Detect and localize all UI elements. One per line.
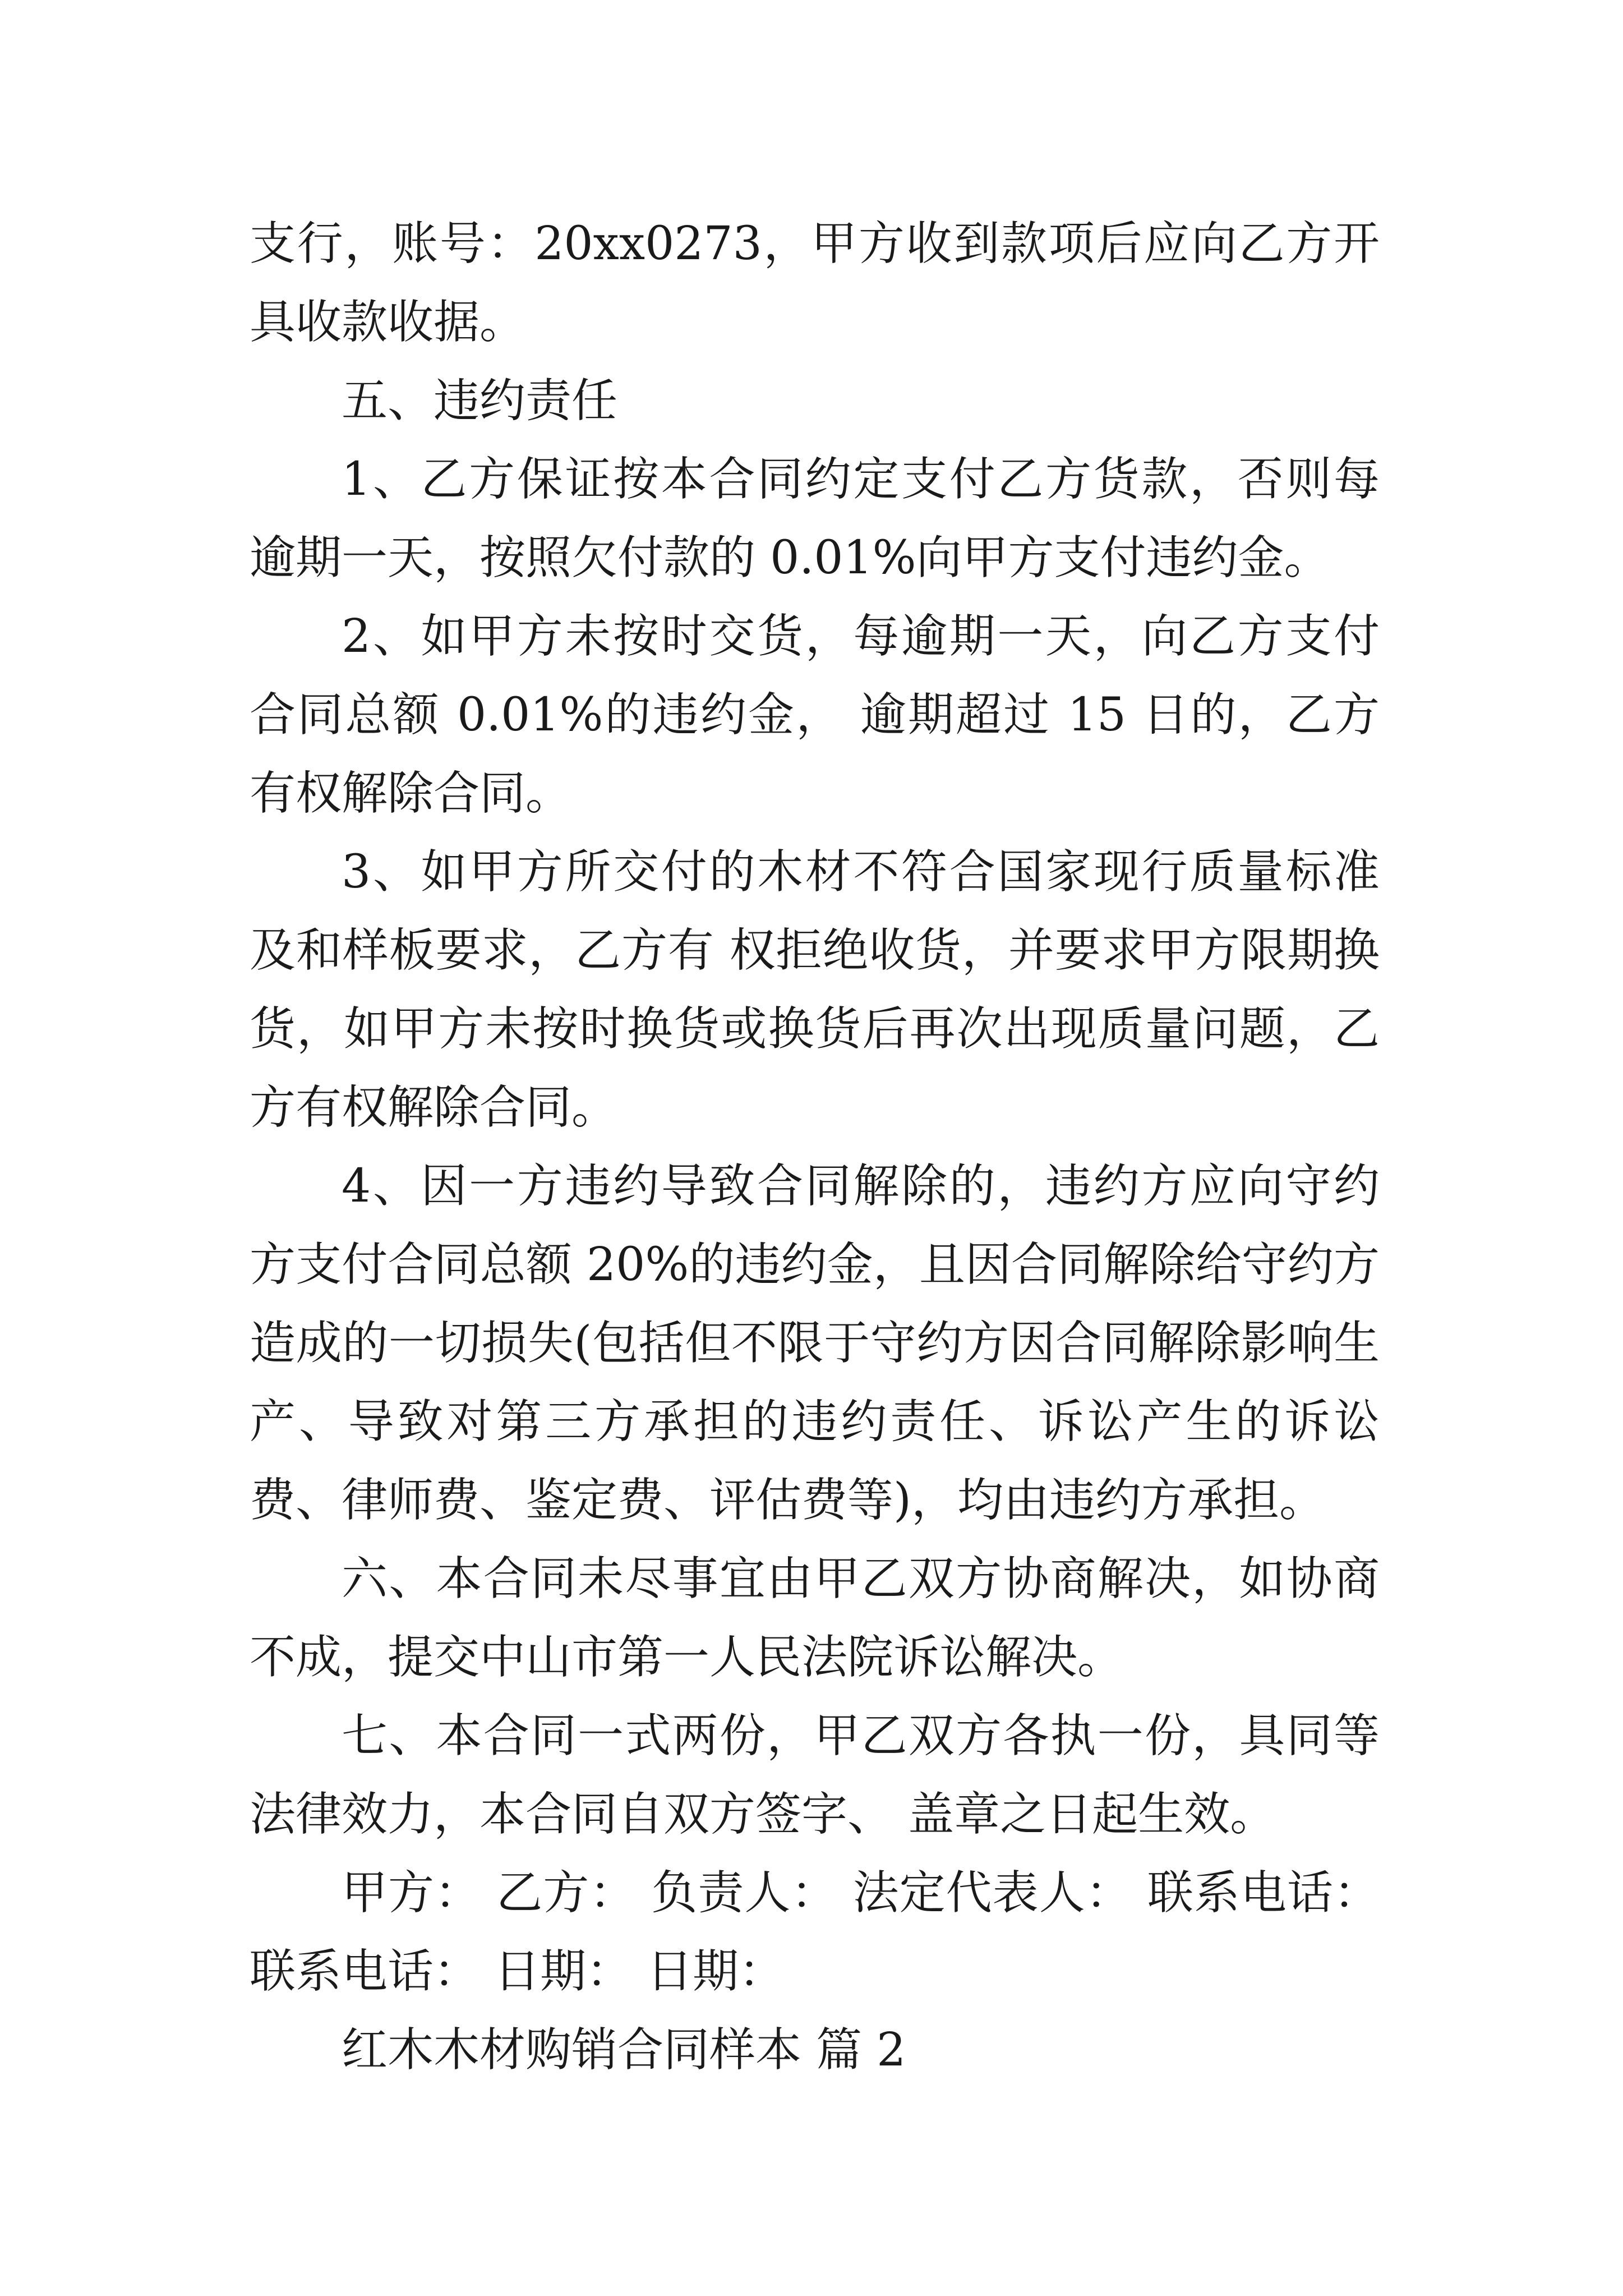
paragraph-bank-account: 支行，账号：20xx0273，甲方收到款项后应向乙方开具收款收据。 — [250, 217, 1380, 349]
section-6-dispute-resolution: 六、本合同未尽事宜由甲乙双方协商解决，如协商不成，提交中山市第一人民法院诉讼解决。 — [250, 1552, 1380, 1684]
clause-2-late-delivery: 2、如甲方未按时交货，每逾期一天，向乙方支付合同总额 0.01%的违约金， 逾期超过 15 日的，乙方有权解除合同。 — [250, 610, 1380, 820]
signature-block: 甲方： 乙方： 负责人： 法定代表人： 联系电话： 联系电话： 日期： 日期： — [250, 1866, 1380, 1998]
document-body — [250, 205, 1380, 2090]
section-7-copies-effectiveness: 七、本合同一式两份，甲乙双方各执一份，具同等法律效力，本合同自双方签字、 盖章之日起生效。 — [250, 1709, 1380, 1841]
next-contract-title: 红木木材购销合同样本 篇 2 — [342, 2023, 906, 2077]
clause-4-termination-damages: 4、因一方违约导致合同解除的，违约方应向守约方支付合同总额 20%的违约金，且因合同解除给守约方造成的一切损失(包括但不限于守约方因合同解除影响生产、导致对第三方承担的违约责任、诉讼产生的诉讼费、律师费、鉴定费、评估费等)，均由违约方承担。 — [250, 1159, 1380, 1527]
clause-3-quality-standard: 3、如甲方所交付的木材不符合国家现行质量标准及和样板要求，乙方有 权拒绝收货，并要求甲方限期换货，如甲方未按时换货或换货后再次出现质量问题，乙方有权解除合同。 — [250, 845, 1380, 1134]
section-heading-breach-liability: 五、违约责任 — [342, 374, 618, 427]
clause-1-payment-penalty: 1、乙方保证按本合同约定支付乙方货款，否则每逾期一天，按照欠付款的 0.01%向甲方支付违约金。 — [250, 453, 1380, 585]
